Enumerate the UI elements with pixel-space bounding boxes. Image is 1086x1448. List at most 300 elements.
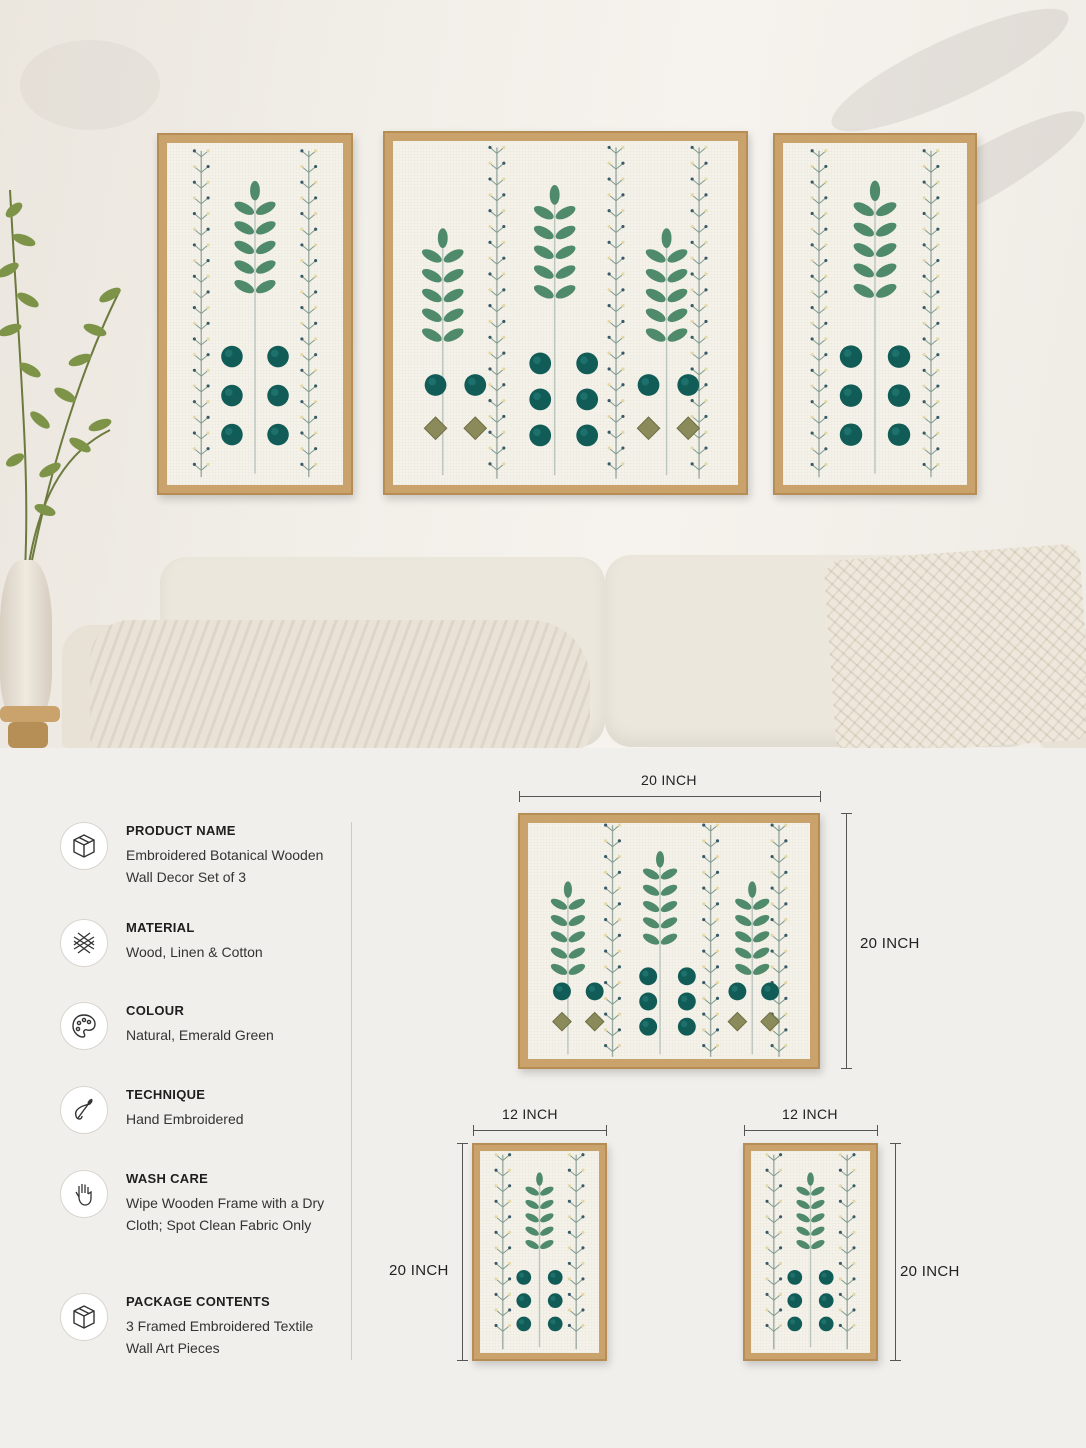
fern-leaf: [420, 246, 444, 265]
vine-twig: [699, 370, 705, 375]
vine-bud: [581, 1169, 584, 1172]
vine-twig: [201, 262, 207, 267]
vine-twig: [570, 1202, 576, 1207]
vine-twig: [195, 356, 201, 361]
vine-bud: [604, 887, 607, 890]
yarn-pompom: [267, 424, 289, 446]
vine-bud: [839, 1231, 842, 1234]
vine-bud: [771, 950, 774, 953]
vine-bud: [691, 399, 694, 402]
fern-leaf: [733, 962, 753, 978]
vine-bud: [618, 902, 621, 905]
vine-bud: [852, 1324, 855, 1327]
vine-twig: [931, 356, 937, 361]
vine-twig: [503, 1326, 509, 1331]
fern-leaf: [656, 851, 664, 867]
vine-bud: [568, 1324, 571, 1327]
vine-twig: [693, 354, 699, 359]
vine-twig: [195, 246, 201, 251]
vine-bud: [621, 446, 624, 449]
vine-bud: [691, 209, 694, 212]
fern-leaf: [420, 326, 444, 345]
vine-bud: [704, 146, 707, 149]
vine-twig: [607, 873, 613, 878]
vine-bud: [716, 934, 719, 937]
vine-twig: [576, 1249, 582, 1254]
yarn-pompom: [840, 345, 862, 367]
vine-twig: [503, 1311, 509, 1316]
vine-bud: [824, 384, 827, 387]
vine-bud: [568, 1184, 571, 1187]
vine-twig: [841, 1249, 847, 1254]
yarn-pompom-highlight: [844, 388, 852, 396]
spec-label: COLOUR: [126, 1003, 185, 1018]
fern-leaf: [567, 962, 587, 978]
size-frame-small-left: [472, 1143, 607, 1361]
vine-bud: [811, 337, 814, 340]
vine-twig: [613, 984, 619, 989]
yarn-pompom: [787, 1293, 802, 1308]
vine-twig: [705, 842, 711, 847]
vine-bud: [508, 1169, 511, 1172]
vine-twig: [699, 307, 705, 312]
vine-twig: [699, 148, 705, 153]
vine-bud: [604, 950, 607, 953]
yarn-pompom: [529, 389, 551, 411]
vine-twig: [610, 275, 616, 280]
yarn-pompom-highlight: [519, 1273, 524, 1278]
vine-bud: [621, 225, 624, 228]
vine-twig: [195, 262, 201, 267]
vine-twig: [503, 1295, 509, 1300]
vine-bud: [779, 1262, 782, 1265]
vine-bud: [779, 1153, 782, 1156]
vine-bud: [765, 1308, 768, 1311]
fern-leaf: [549, 929, 569, 945]
vine-twig: [195, 340, 201, 345]
vine-twig: [195, 215, 201, 220]
vine-bud: [314, 290, 317, 293]
vine-bud: [852, 1246, 855, 1249]
yarn-pompom: [267, 385, 289, 407]
palette-icon: [60, 1002, 108, 1050]
fern-leaf: [795, 1225, 811, 1238]
vine-twig: [768, 1295, 774, 1300]
yarn-pompom: [529, 353, 551, 375]
vine-twig: [309, 371, 315, 376]
vine-twig: [570, 1187, 576, 1192]
yarn-pompom: [888, 384, 910, 406]
fern-leaf: [254, 277, 278, 296]
yarn-pompom: [819, 1317, 834, 1332]
vine-bud: [839, 1169, 842, 1172]
vine-bud: [207, 275, 210, 278]
vine-twig: [705, 873, 711, 878]
vine-bud: [300, 228, 303, 231]
vine-twig: [705, 858, 711, 863]
vine-bud: [702, 887, 705, 890]
vine-twig: [699, 402, 705, 407]
vine-twig: [705, 968, 711, 973]
vine-bud: [314, 400, 317, 403]
vine-bud: [300, 416, 303, 419]
dimension-line: [895, 1143, 896, 1361]
vine-bud: [923, 463, 926, 466]
vine-twig: [779, 952, 785, 957]
vine-twig: [813, 403, 819, 408]
vine-bud: [839, 1200, 842, 1203]
vine-twig: [774, 1326, 780, 1331]
yarn-pompom-highlight: [550, 1273, 555, 1278]
vine-bud: [502, 352, 505, 355]
vine-twig: [616, 148, 622, 153]
fern-leaf: [539, 1211, 555, 1224]
vine-twig: [497, 322, 503, 327]
vine-bud: [702, 902, 705, 905]
vine-twig: [613, 826, 619, 831]
vine-bud: [784, 902, 787, 905]
vine-twig: [841, 1280, 847, 1285]
vine-twig: [616, 228, 622, 233]
vine-twig: [503, 1249, 509, 1254]
vine-twig: [693, 196, 699, 201]
vine-bud: [608, 288, 611, 291]
fern-leaf: [420, 286, 444, 305]
fern-leaf: [641, 866, 661, 882]
vine-bud: [839, 1153, 842, 1156]
vine-twig: [841, 1264, 847, 1269]
vine-bud: [936, 290, 939, 293]
vine-bud: [604, 934, 607, 937]
vine-bud: [702, 965, 705, 968]
vine-twig: [847, 1156, 853, 1161]
vine-twig: [819, 340, 825, 345]
spec-value: Wood, Linen & Cotton: [126, 944, 263, 960]
vine-twig: [925, 340, 931, 345]
vine-twig: [711, 1031, 717, 1036]
vine-twig: [693, 370, 699, 375]
vine-twig: [813, 246, 819, 251]
yarn-pompom: [678, 993, 696, 1011]
vine-bud: [691, 177, 694, 180]
vine-twig: [309, 152, 315, 157]
vine-bud: [691, 288, 694, 291]
vine-bud: [207, 369, 210, 372]
fern-leaf: [539, 1238, 555, 1251]
vine-bud: [494, 1308, 497, 1311]
vine-twig: [303, 434, 309, 439]
vine-bud: [618, 934, 621, 937]
yarn-pompom-highlight: [641, 378, 649, 386]
vine-bud: [621, 177, 624, 180]
vine-twig: [497, 228, 503, 233]
vine-bud: [923, 400, 926, 403]
vine-twig: [303, 465, 309, 470]
vine-bud: [923, 165, 926, 168]
vine-twig: [497, 1280, 503, 1285]
vine-twig: [616, 449, 622, 454]
vine-bud: [568, 1308, 571, 1311]
vine-twig: [201, 183, 207, 188]
vine-twig: [779, 905, 785, 910]
vine-twig: [201, 277, 207, 282]
vine-bud: [839, 1277, 842, 1280]
vine-bud: [502, 446, 505, 449]
vine-bud: [811, 400, 814, 403]
vine-bud: [604, 1028, 607, 1031]
olive-diamond: [585, 1012, 603, 1030]
vine-twig: [813, 183, 819, 188]
spec-value: Hand Embroidered: [126, 1111, 244, 1127]
vine-bud: [811, 165, 814, 168]
vine-twig: [607, 968, 613, 973]
vine-twig: [813, 293, 819, 298]
vine-bud: [618, 997, 621, 1000]
vine-twig: [613, 1015, 619, 1020]
vine-bud: [621, 304, 624, 307]
yarn-pompom: [576, 389, 598, 411]
vine-twig: [819, 371, 825, 376]
vine-twig: [607, 921, 613, 926]
vine-twig: [195, 277, 201, 282]
vine-twig: [497, 354, 503, 359]
fern-leaf: [851, 220, 876, 240]
vine-bud: [608, 241, 611, 244]
vine-bud: [502, 177, 505, 180]
vine-twig: [195, 371, 201, 376]
vine-bud: [608, 446, 611, 449]
fern-leaf: [539, 1198, 555, 1211]
vine-bud: [568, 1231, 571, 1234]
vine-twig: [773, 936, 779, 941]
vine-twig: [201, 450, 207, 455]
vine-twig: [497, 1249, 503, 1254]
vine-twig: [813, 199, 819, 204]
fern-leaf: [532, 282, 556, 301]
vine-bud: [207, 400, 210, 403]
vine-bud: [608, 272, 611, 275]
fern-leaf: [554, 282, 578, 301]
vine-twig: [303, 371, 309, 376]
vine-bud: [936, 181, 939, 184]
olive-diamond: [464, 417, 486, 439]
vine-twig: [925, 387, 931, 392]
fern-leaf: [641, 899, 661, 915]
vine-bud: [716, 997, 719, 1000]
vine-twig: [711, 968, 717, 973]
yarn-pompom: [548, 1270, 563, 1285]
vine-twig: [819, 167, 825, 172]
spec-value: Embroidered Botanical Wooden Wall Decor Set of 3: [126, 847, 324, 885]
fern-leaf: [851, 261, 876, 281]
vine-bud: [936, 196, 939, 199]
vine-bud: [488, 193, 491, 196]
vine-bud: [784, 824, 787, 827]
vine-bud: [604, 965, 607, 968]
vine-bud: [716, 902, 719, 905]
fern-leaf: [532, 203, 556, 222]
vine-twig: [497, 370, 503, 375]
vine-bud: [923, 432, 926, 435]
vine-twig: [497, 212, 503, 217]
vine-twig: [503, 1280, 509, 1285]
fern-leaf: [659, 866, 679, 882]
fern-leaf: [659, 899, 679, 915]
vine-bud: [765, 1200, 768, 1203]
vine-twig: [303, 418, 309, 423]
fern-leaf: [550, 185, 560, 205]
yarn-pompom-highlight: [428, 378, 436, 386]
vine-bud: [581, 1262, 584, 1265]
vine-twig: [616, 212, 622, 217]
vine-twig: [309, 403, 315, 408]
yarn-pompom-highlight: [550, 1319, 555, 1324]
vine-twig: [819, 152, 825, 157]
vine-bud: [508, 1231, 511, 1234]
vine-twig: [201, 324, 207, 329]
vine-bud: [608, 399, 611, 402]
vine-bud: [621, 209, 624, 212]
vine-bud: [811, 416, 814, 419]
vine-bud: [716, 839, 719, 842]
vine-bud: [923, 337, 926, 340]
vine-bud: [581, 1184, 584, 1187]
vine-twig: [201, 215, 207, 220]
vine-twig: [610, 259, 616, 264]
vine-bud: [508, 1200, 511, 1203]
vine-bud: [488, 177, 491, 180]
vine-bud: [568, 1153, 571, 1156]
vine-twig: [607, 905, 613, 910]
spec-value: 3 Framed Embroidered Textile Wall Art Pieces: [126, 1318, 314, 1356]
vine-bud: [568, 1246, 571, 1249]
vine-bud: [691, 462, 694, 465]
fern-leaf: [751, 929, 771, 945]
vine-bud: [314, 228, 317, 231]
yarn-pompom-highlight: [821, 1273, 826, 1278]
vine-twig: [925, 230, 931, 235]
vine-bud: [936, 243, 939, 246]
vine-twig: [303, 387, 309, 392]
vine-bud: [923, 259, 926, 262]
vine-bud: [936, 416, 939, 419]
vine-bud: [193, 431, 196, 434]
vine-bud: [494, 1262, 497, 1265]
vine-twig: [931, 277, 937, 282]
vine-twig: [491, 291, 497, 296]
vine-twig: [813, 309, 819, 314]
vine-bud: [581, 1324, 584, 1327]
vine-twig: [576, 1326, 582, 1331]
fern-leaf: [532, 263, 556, 282]
vine-twig: [819, 356, 825, 361]
vine-bud: [824, 447, 827, 450]
fern-leaf: [442, 246, 466, 265]
fern-leaf: [874, 240, 899, 260]
vine-bud: [193, 369, 196, 372]
vine-bud: [488, 146, 491, 149]
vine-bud: [852, 1200, 855, 1203]
vine-bud: [502, 399, 505, 402]
vine-twig: [847, 1218, 853, 1223]
vine-twig: [497, 465, 503, 470]
vine-bud: [568, 1169, 571, 1172]
fern-leaf: [851, 240, 876, 260]
vine-twig: [616, 354, 622, 359]
vine-bud: [488, 320, 491, 323]
vine-bud: [784, 1044, 787, 1047]
vine-twig: [931, 293, 937, 298]
vine-bud: [936, 322, 939, 325]
vine-bud: [936, 353, 939, 356]
fern-leaf: [539, 1185, 555, 1198]
vine-twig: [705, 936, 711, 941]
vine-bud: [618, 1044, 621, 1047]
spec-package-contents: [60, 1293, 336, 1359]
section-divider: [351, 822, 352, 1360]
vine-bud: [193, 322, 196, 325]
vine-bud: [923, 290, 926, 293]
vine-twig: [491, 196, 497, 201]
vine-bud: [691, 272, 694, 275]
vine-twig: [925, 324, 931, 329]
vine-bud: [581, 1308, 584, 1311]
fern-leaf: [549, 945, 569, 961]
vine-bud: [568, 1262, 571, 1265]
vine-bud: [193, 400, 196, 403]
vine-twig: [841, 1202, 847, 1207]
yarn-pompom: [221, 346, 243, 368]
vine-twig: [699, 433, 705, 438]
vine-twig: [613, 873, 619, 878]
yarn-pompom-highlight: [821, 1296, 826, 1301]
vine-bud: [300, 306, 303, 309]
vine-bud: [839, 1262, 842, 1265]
vine-twig: [705, 826, 711, 831]
yarn-pompom: [221, 424, 243, 446]
vine-bud: [839, 1215, 842, 1218]
vine-twig: [576, 1218, 582, 1223]
vine-twig: [503, 1187, 509, 1192]
vine-bud: [784, 1013, 787, 1016]
vine-bud: [300, 259, 303, 262]
vine-bud: [314, 306, 317, 309]
vine-bud: [852, 1262, 855, 1265]
vine-twig: [570, 1311, 576, 1316]
yarn-pompom-highlight: [533, 356, 541, 364]
fern-leaf: [232, 277, 256, 296]
vine-twig: [491, 228, 497, 233]
vine-bud: [839, 1308, 842, 1311]
yarn-pompom: [221, 385, 243, 407]
vine-twig: [774, 1249, 780, 1254]
vine-twig: [497, 1218, 503, 1223]
vine-twig: [711, 842, 717, 847]
vine-twig: [768, 1171, 774, 1176]
yarn-pompom-highlight: [764, 986, 770, 992]
vine-twig: [570, 1156, 576, 1161]
fern-leaf: [564, 881, 572, 897]
vine-twig: [813, 418, 819, 423]
vine-twig: [931, 434, 937, 439]
vine-bud: [702, 981, 705, 984]
vine-twig: [201, 465, 207, 470]
vine-bud: [765, 1293, 768, 1296]
vine-twig: [699, 291, 705, 296]
vine-twig: [847, 1249, 853, 1254]
vine-bud: [488, 367, 491, 370]
vine-twig: [774, 1264, 780, 1269]
